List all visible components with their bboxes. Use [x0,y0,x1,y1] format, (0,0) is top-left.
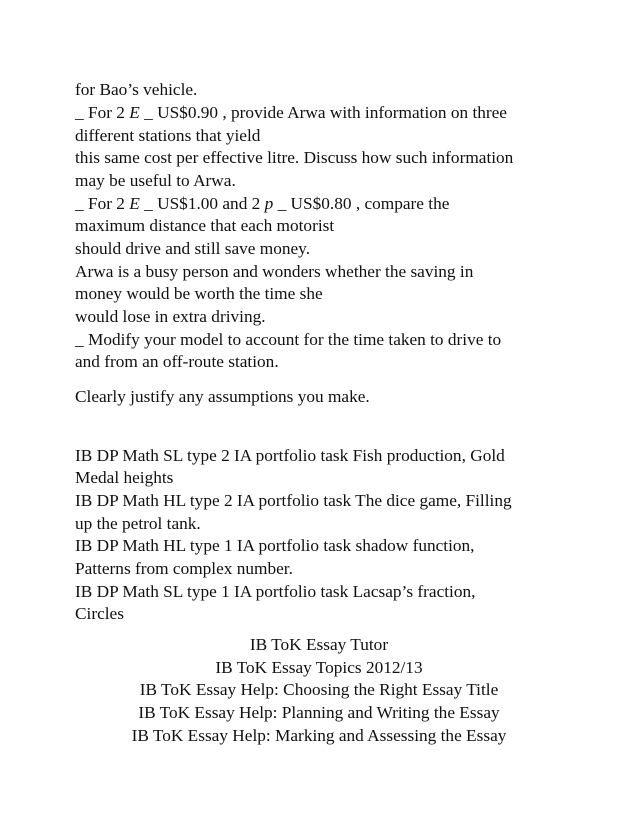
text-line: _ Modify your model to account for the time taken to drive to [75,330,502,349]
formula-suffix: _ US$0.90 , provide Arwa with information on three [139,103,507,122]
text-line-formula [75,101,507,124]
text-line: should drive and still save money. [75,239,311,258]
portfolio-line: up the petrol tank. [75,514,201,533]
portfolio-line: IB DP Math HL type 1 IA portfolio task shadow function, [75,536,475,555]
tok-link-line: IB ToK Essay Help: Choosing the Right Essay Title [139,680,499,699]
portfolio-line: IB DP Math SL type 2 IA portfolio task Fish production, Gold [75,446,505,465]
text-line: may be useful to Arwa. [75,171,236,190]
formula-middle: _ US$1.00 and 2 [139,194,265,213]
portfolio-line: IB DP Math HL type 2 IA portfolio task The dice game, Filling [75,491,512,510]
formula-variable: p [264,194,274,213]
text-line: different stations that yield [75,126,261,145]
assumptions-note: Clearly justify any assumptions you make. [75,387,370,406]
text-line: and from an off-route station. [75,352,279,371]
tok-link-line: IB ToK Essay Tutor [249,635,389,654]
portfolio-line: Patterns from complex number. [75,559,293,578]
portfolio-line: Circles [75,604,124,623]
text-line: maximum distance that each motorist [75,216,335,235]
formula-variable: E [129,194,140,213]
text-line: Arwa is a busy person and wonders whether the saving in [75,262,474,281]
formula-prefix: _ For 2 [75,194,130,213]
text-line: for Bao’s vehicle. [75,80,198,99]
formula-prefix: _ For 2 [75,103,130,122]
portfolio-line: Medal heights [75,468,174,487]
formula-suffix: _ US$0.80 , compare the [273,194,450,213]
formula-variable: E [129,103,140,122]
tok-link-line: IB ToK Essay Topics 2012/13 [215,658,423,677]
text-line: would lose in extra driving. [75,307,266,326]
portfolio-line: IB DP Math SL type 1 IA portfolio task Lacsap’s fraction, [75,582,476,601]
text-line-formula [75,192,449,215]
tok-link-line: IB ToK Essay Help: Planning and Writing the Essay [138,703,500,722]
text-line: this same cost per effective litre. Discuss how such information [75,148,514,167]
tok-link-line: IB ToK Essay Help: Marking and Assessing the Essay [131,726,507,745]
text-line: money would be worth the time she [75,284,323,303]
